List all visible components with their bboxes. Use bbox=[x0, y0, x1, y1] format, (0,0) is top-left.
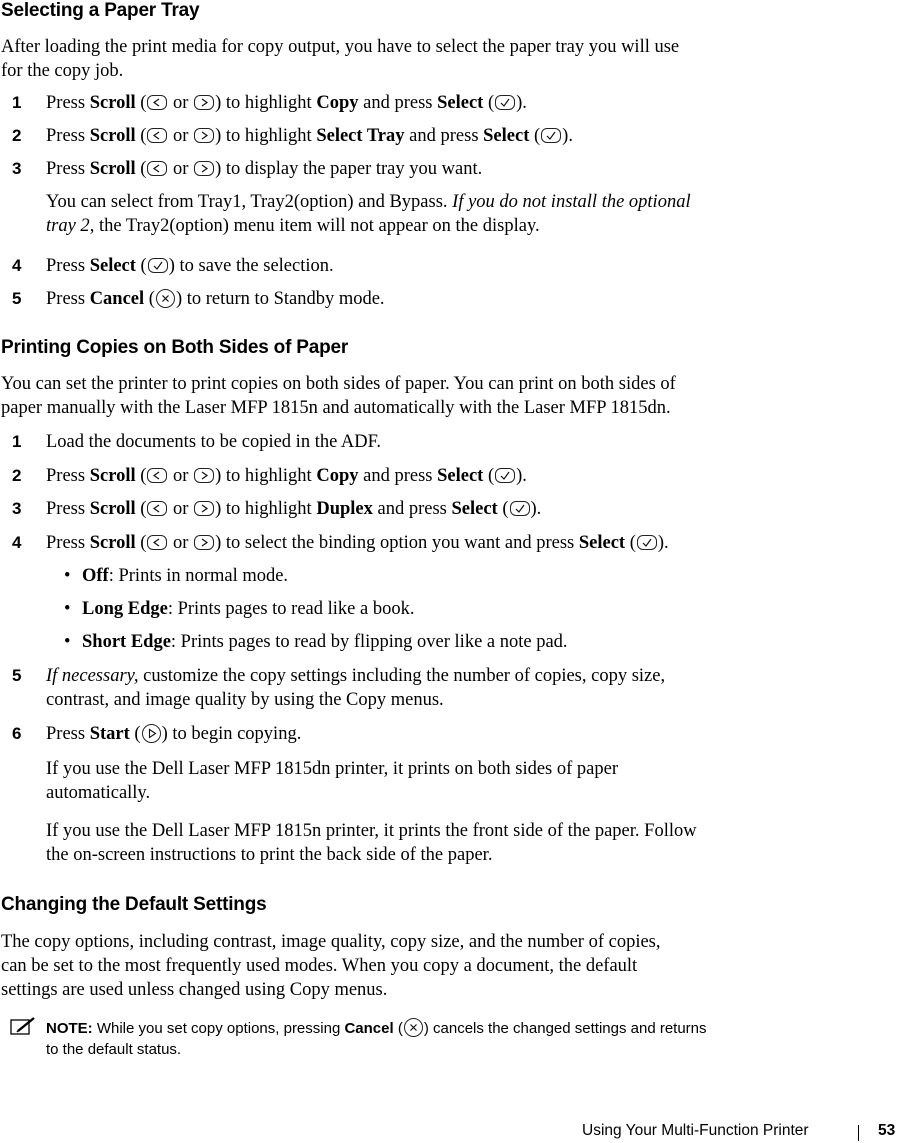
section-heading-defaults: Changing the Default Settings bbox=[1, 894, 267, 915]
scroll-right-icon bbox=[194, 501, 214, 516]
scroll-right-icon bbox=[194, 468, 214, 483]
footer-chapter-title: Using Your Multi-Function Printer bbox=[582, 1122, 809, 1139]
select-checkmark-icon bbox=[637, 535, 657, 550]
s1-step-3-detail: You can select from Tray1, Tray2(option) and Bypass. If you do not install the optional tray 2, the Tray2(option) menu item will not appear on the display. bbox=[46, 192, 691, 236]
section-heading-paper-tray: Selecting a Paper Tray bbox=[1, 0, 200, 21]
scroll-left-icon bbox=[147, 501, 167, 516]
select-checkmark-icon bbox=[495, 95, 515, 110]
start-play-icon bbox=[142, 724, 161, 743]
select-checkmark-icon bbox=[495, 468, 515, 483]
scroll-right-icon bbox=[194, 535, 214, 550]
scroll-left-icon bbox=[147, 468, 167, 483]
note-callout: NOTE: While you set copy options, pressing Cancel ( ) cancels the changed settings and returns to the default status. bbox=[46, 1020, 707, 1058]
scroll-left-icon bbox=[147, 95, 167, 110]
select-checkmark-icon bbox=[148, 258, 168, 273]
section2-intro: You can set the printer to print copies on both sides of paper. You can print on both sides of paper manually with the Laser MFP 1815n and automatically with the Laser MFP 1815dn. bbox=[1, 374, 676, 418]
footer-divider bbox=[858, 1125, 859, 1141]
document-page: Selecting a Paper Tray After loading the print media for copy output, you have to select the paper tray you will use for the copy job. 1 Press Scroll ( or ) to highlight Copy and press Select ( ). 2 Press Scroll ( or ) to highlight Select Tray and press Select ( ). 3 Press Scroll ( or ) to display the paper tray you want. You can select from Tray1, Tray2(option) and Bypass. If you do not install the optional tray 2, the Tray2(option) menu item will not appear on the display. 4 Press Select ( ) to save the selection. 5 Press Cancel ( ) to return to Standby mode. Printing Copies on Both Sides of Paper You can set the printer to print copies on both sides of paper. You can print on both sides of paper manually with the Laser MFP 1815n and automatically with the Laser MFP 1815dn. 1 Load the documents to be copied in the ADF. 2 Press Scroll ( or ) to highlight Copy and press Select ( ). 3 Press Scroll ( or ) to highlight Duplex and press Select ( ). 4 Press Scroll ( or ) to select the binding option you want and press Select ( ). • Off: Prints in normal mode. • Long Edge: Prints pages to read like a book. • Short Edge: Prints pages to read by flipping over like a note pad. 5 If necessary, customize the copy settings including the number of copies, copy size, contrast, and image quality by using the Copy menus. 6 Press Start ( ) to begin copying. If you use the Dell Laser MFP 1815dn printer, it prints on both sides of paper automatically. If you use the Dell Laser MFP 1815n printer, it prints the front side of the paper. Follow the on-screen instructions to print the back side of the paper. Changing the Default Settings The copy options, including contrast, image quality, copy size, and the number of copies, can be set to the most frequently used modes. When you copy a document, the default settings are used unless changed using Copy menus. NOTE: While you set copy options, pressing Cancel ( ) cancels the changed settings and returns to the default status. Using Your Multi-Function Printer 53 bbox=[1, 0, 896, 1139]
section-heading-duplex: Printing Copies on Both Sides of Paper bbox=[1, 337, 349, 358]
scroll-right-icon bbox=[194, 161, 214, 176]
scroll-right-icon bbox=[194, 95, 214, 110]
scroll-left-icon bbox=[147, 128, 167, 143]
cancel-x-icon bbox=[404, 1018, 423, 1037]
note-pencil-icon bbox=[8, 1016, 38, 1038]
s2-step-6-detail-1815n: If you use the Dell Laser MFP 1815n printer, it prints the front side of the paper. Follow the on-screen instructions to print the back side of the paper. bbox=[46, 821, 697, 865]
section1-intro: After loading the print media for copy output, you have to select the paper tray you will use for the copy job. bbox=[1, 37, 680, 81]
select-checkmark-icon bbox=[541, 128, 561, 143]
cancel-x-icon bbox=[156, 289, 175, 308]
scroll-left-icon bbox=[147, 535, 167, 550]
s2-step-6-detail-1815dn: If you use the Dell Laser MFP 1815dn printer, it prints on both sides of paper automatically. bbox=[46, 759, 618, 803]
scroll-left-icon bbox=[147, 161, 167, 176]
scroll-right-icon bbox=[194, 128, 214, 143]
select-checkmark-icon bbox=[510, 501, 530, 516]
page-number: 53 bbox=[878, 1122, 896, 1139]
section3-paragraph: The copy options, including contrast, image quality, copy size, and the number of copies, can be set to the most frequently used modes. When you copy a document, the default settings are used unless changed using Copy menus. bbox=[1, 932, 661, 1000]
